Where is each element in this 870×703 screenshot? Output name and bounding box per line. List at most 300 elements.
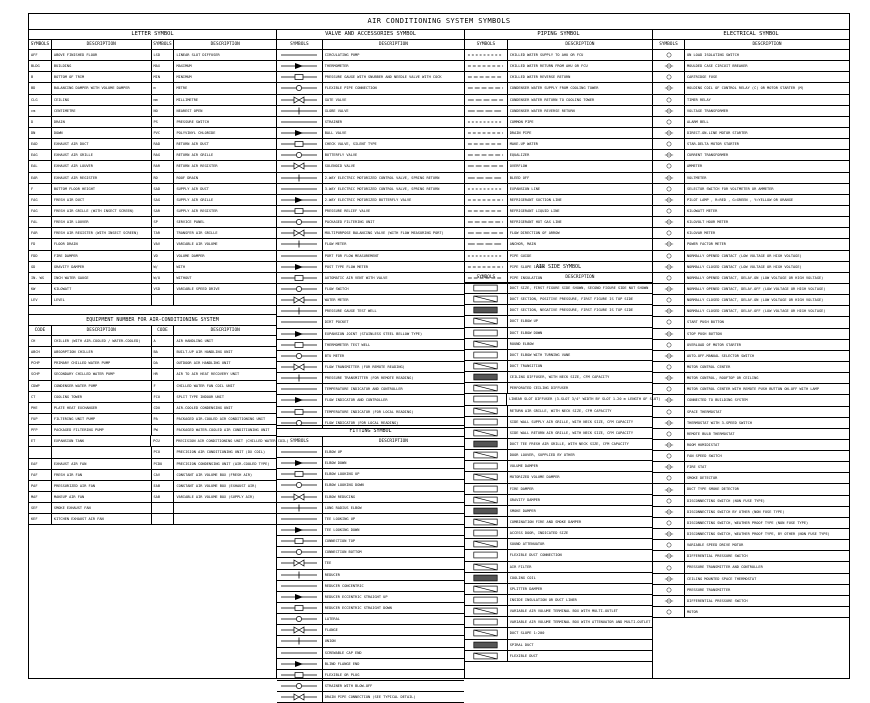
valve-description: PRESSURE GAUGE TEST WELL	[324, 309, 377, 314]
equip-description-2: AIR-COOLED CONDENSING UNIT	[176, 405, 233, 410]
symbol-drawing	[278, 96, 320, 104]
symbol-drawing	[655, 196, 683, 204]
letter-description-2: METRE	[176, 86, 188, 91]
airside-symbol	[465, 484, 508, 494]
fitting-symbol	[277, 547, 323, 557]
symbol-drawing	[466, 162, 505, 170]
table-row	[277, 139, 464, 150]
airside-symbol	[465, 372, 508, 382]
symbol-drawing	[278, 493, 320, 501]
table-row	[465, 61, 652, 72]
table-row	[653, 484, 849, 495]
table-row	[277, 72, 464, 83]
electrical-symbol	[653, 562, 685, 572]
letter-description: EXHAUST AIR REGISTER	[52, 173, 152, 183]
table-row	[277, 317, 464, 328]
symbol-drawing	[466, 107, 505, 115]
electrical-symbol	[653, 496, 685, 506]
equip-description-2: VARIABLE AIR VOLUME BOX (SUPPLY AIR)	[176, 494, 255, 499]
equip-description: KITCHEN EXHAUST AIR FAN	[52, 514, 152, 524]
valve-symbol	[277, 384, 323, 394]
table-row	[653, 551, 849, 562]
table-row	[29, 470, 276, 481]
table-row	[653, 596, 849, 607]
electrical-description: DISCONNECTING SWITCH, WEATHER PROOF TYPE (NON FUSE TYPE)	[687, 520, 809, 525]
airside-symbol	[465, 394, 507, 404]
table-row	[465, 461, 652, 472]
airside-description: SPIRAL DUCT	[509, 642, 534, 647]
equip-code-2: FCU	[152, 392, 175, 402]
symbol-drawing	[655, 552, 683, 560]
letter-description: CENTIMETRE	[52, 106, 152, 116]
electrical-description: NORMALLY CLOSED CONTACT, DELAY-ON (LOW VOLTAGE OR HIGH VOLTAGE)	[687, 298, 824, 303]
valve-symbol	[277, 184, 323, 194]
symbol-drawing	[466, 440, 505, 448]
letter-description: EXHAUST AIR GRILLE	[52, 150, 152, 160]
letter-description: BOTTOM FLOOR HEIGHT	[52, 184, 152, 194]
valve-rows	[277, 50, 464, 429]
electrical-symbol	[653, 161, 685, 171]
symbol-drawing	[278, 526, 320, 534]
symbol-drawing	[655, 352, 683, 360]
letter-code-2: PS	[152, 117, 175, 127]
table-row	[29, 117, 276, 128]
electrical-description: ROOM HUMIDISTAT	[687, 442, 720, 447]
valve-symbol	[277, 284, 323, 294]
letter-code: B	[29, 72, 52, 82]
letter-code-2	[152, 295, 175, 305]
letter-code: cm	[29, 106, 52, 116]
symbol-drawing	[466, 384, 505, 392]
symbol-drawing	[655, 252, 683, 260]
table-row	[277, 161, 464, 172]
symbol-drawing	[655, 185, 683, 193]
table-row	[277, 447, 464, 458]
symbol-drawing	[278, 129, 320, 137]
symbol-drawing	[466, 529, 505, 537]
valve-description: GLOBE VALVE	[324, 108, 349, 113]
symbol-drawing	[466, 585, 505, 593]
airside-symbol	[465, 506, 508, 516]
equip-code: PAF	[29, 481, 52, 491]
symbol-drawing	[278, 604, 320, 612]
symbol-drawing	[466, 229, 505, 237]
airside-symbol	[465, 461, 508, 471]
electrical-header	[653, 40, 849, 50]
symbol-drawing	[278, 62, 320, 70]
letter-code: CLG	[29, 95, 52, 105]
valve-symbol	[277, 262, 323, 272]
valve-symbol	[277, 217, 323, 227]
piping-description: CONDENSER WATER RETURN TO COOLING TOWER	[509, 97, 595, 102]
equip-code-2: PW	[152, 425, 175, 435]
piping-section-title: PIPING SYMBOL	[465, 29, 652, 40]
letter-description: FLOOR DRAIN	[52, 239, 152, 249]
letter-code-2: RAD	[152, 139, 175, 149]
equip-description	[52, 447, 152, 457]
equip-description: FRESH AIR FAN	[52, 470, 152, 480]
piping-description: PIPE GUIDE	[509, 253, 532, 258]
table-row	[277, 581, 464, 592]
fitting-symbol	[277, 625, 323, 635]
table-row	[29, 514, 276, 525]
valve-description: MULTIPURPOSE BALANCING VALVE (WITH FLOW MEASURING PORT)	[324, 231, 444, 236]
letter-description: EXHAUST AIR LOUVER	[52, 161, 152, 171]
table-row	[29, 206, 276, 217]
table-row	[653, 251, 849, 262]
electrical-symbol	[653, 473, 685, 483]
electrical-description: REMOTE BULB THERMOSTAT	[687, 431, 735, 436]
valve-symbol	[277, 139, 323, 149]
letter-code-2: VAV	[152, 239, 175, 249]
equip-description: EXHAUST AIR FAN	[52, 459, 152, 469]
table-row	[465, 495, 652, 506]
table-row	[277, 306, 464, 317]
letter-code-2: NO	[152, 106, 175, 116]
fitting-description: BLIND FLANGE END	[324, 661, 360, 666]
table-row	[29, 95, 276, 106]
symbol-drawing	[655, 107, 683, 115]
valve-description: AUTOMATIC AIR VENT WITH VALVE	[324, 275, 388, 280]
airside-symbol	[465, 539, 508, 549]
equip-description-2: PACKAGED WATER-COOLED AIR CONDITIONING UNIT	[176, 428, 270, 433]
electrical-symbol	[653, 139, 685, 149]
piping-description: CHILLED WATER REVERSE RETURN	[509, 75, 571, 80]
letter-description-2: VARIABLE SPEED DRIVE	[176, 286, 220, 291]
electrical-symbol	[653, 262, 685, 272]
letter-code: EAR	[29, 173, 52, 183]
electrical-symbol	[653, 150, 685, 160]
symbol-drawing	[466, 174, 505, 182]
table-row	[653, 529, 849, 540]
table-row	[465, 83, 652, 94]
table-row	[277, 195, 464, 206]
airside-symbol	[465, 316, 508, 326]
symbol-drawing	[278, 274, 320, 282]
symbol-drawing	[466, 540, 505, 548]
symbol-drawing	[655, 330, 683, 338]
symbol-drawing	[278, 318, 320, 326]
table-row	[465, 472, 652, 483]
piping-description: REFRIGERANT LIQUID LINE	[509, 208, 560, 213]
symbol-drawing	[466, 607, 505, 615]
equip-code: MAF	[29, 492, 52, 502]
table-row	[277, 514, 464, 525]
table-row	[465, 606, 652, 617]
symbol-drawing	[655, 463, 683, 471]
valve-symbol	[277, 340, 323, 350]
equip-description: COOLING TOWER	[52, 392, 152, 402]
valve-symbol	[277, 228, 323, 238]
airside-description: INSIDE INSULATION OR DUCT LINER	[509, 597, 577, 602]
symbol-drawing	[278, 396, 320, 404]
table-row	[465, 95, 652, 106]
equip-code: PCHP	[29, 358, 52, 368]
symbol-drawing	[466, 351, 505, 359]
electrical-symbol	[653, 596, 685, 606]
electrical-symbol	[653, 529, 685, 539]
table-row	[465, 651, 652, 662]
airside-symbol	[465, 573, 508, 583]
equip-code-2: CAV	[152, 470, 175, 480]
electrical-description: NORMALLY CLOSED CONTACT (LOW VOLTAGE OR HIGH VOLTAGE)	[687, 264, 802, 269]
equip-code-2: SAB	[152, 492, 175, 502]
airside-symbol	[465, 428, 508, 438]
electrical-description: DIFFERENTIAL PRESSURE SWITCH	[687, 598, 748, 603]
valve-col-description: DESCRIPTION	[378, 42, 408, 47]
airside-description: DUCT ELBOW DOWN	[509, 330, 543, 335]
electrical-description: DUCT TYPE SMOKE DETECTOR	[687, 487, 739, 492]
letter-code: FAR	[29, 228, 52, 238]
equip-code-2: F	[152, 381, 175, 391]
table-row	[465, 640, 652, 651]
letter-description-2: LINEAR SLOT DIFFUSER	[176, 53, 220, 57]
table-row	[653, 518, 849, 529]
electrical-description: KILOVAR METER	[687, 231, 716, 236]
table-row	[277, 95, 464, 106]
piping-description: DRAIN PIPE	[509, 130, 532, 135]
electrical-symbol	[653, 451, 685, 461]
letter-code: LEV	[29, 295, 52, 305]
symbol-drawing	[278, 637, 320, 645]
electrical-symbol	[653, 551, 685, 561]
valve-section-title: VALVE AND ACCESSORIES SYMBOL	[277, 29, 464, 40]
electrical-description: SELECTOR SWITCH FOR VOLTMETER OR AMMETER	[687, 186, 774, 191]
symbol-drawing	[655, 575, 683, 583]
airside-description: DOOR LOUVER, SUPPLIED BY OTHER	[509, 453, 575, 458]
symbol-drawing	[655, 564, 683, 572]
electrical-description: THERMOSTAT WITH 3-SPEED SWITCH	[687, 420, 752, 425]
valve-description: THERMOMETER TEST WELL	[324, 342, 371, 347]
equip-code: SEF	[29, 503, 52, 513]
valve-symbol	[277, 373, 323, 383]
piping-description: REFRIGERANT HOT GAS LINE	[509, 220, 562, 225]
table-row	[653, 61, 849, 72]
table-row	[29, 239, 276, 250]
piping-col-symbols: SYMBOLS	[465, 40, 508, 49]
table-row	[653, 395, 849, 406]
valve-symbol	[277, 395, 323, 405]
electrical-symbol	[653, 284, 685, 294]
table-row	[277, 117, 464, 128]
electrical-symbol	[653, 585, 685, 595]
table-row	[29, 228, 276, 239]
airside-description: DUCT SECTION, NEGATIVE PRESSURE, FIRST FIGURE IS TOP SIDE	[509, 308, 634, 313]
airside-symbol	[465, 584, 508, 594]
airside-description: PERFORATED CEILING DIFFUSER	[509, 386, 569, 391]
letter-description-2: MAXIMUM	[176, 64, 192, 69]
fitting-description: FLANGE	[324, 628, 338, 633]
table-row	[29, 492, 276, 503]
table-row	[465, 161, 652, 172]
symbol-drawing	[655, 218, 683, 226]
airside-description: SMOKE DAMPER	[509, 508, 536, 513]
symbol-drawing	[466, 485, 505, 493]
piping-description: PIPE SLOPE 1:200	[509, 264, 545, 269]
fitting-symbol	[277, 492, 323, 502]
valve-description: PRESSURE GAUGE WITH SNUBBER AND NEEDLE VALVE WITH COCK	[324, 75, 442, 80]
table-row	[465, 283, 652, 294]
airside-rows	[465, 283, 661, 662]
equip-code: PHE	[29, 403, 52, 413]
table-row	[29, 273, 276, 284]
symbol-drawing	[278, 307, 320, 315]
equip-code	[29, 447, 52, 457]
letter-description: EXHAUST AIR DUCT	[52, 139, 152, 149]
symbol-drawing	[655, 396, 683, 404]
table-row	[29, 414, 276, 425]
piping-symbol	[465, 50, 508, 60]
table-row	[277, 659, 464, 670]
airside-description: SPLITTER DAMPER	[509, 586, 543, 591]
table-row	[277, 492, 464, 503]
fitting-header	[277, 437, 464, 447]
valve-description: 2-WAY ELECTRIC MOTORIZED CONTROL VALVE, SPRING RETURN	[324, 175, 440, 180]
fitting-symbol	[277, 659, 323, 669]
table-row	[653, 473, 849, 484]
fitting-symbol	[277, 636, 323, 646]
valve-description: BTU METER	[324, 353, 345, 358]
table-row	[465, 584, 652, 595]
table-row	[465, 339, 652, 350]
table-row	[465, 117, 652, 128]
valve-description: PRESSURE TRANSMITTER (FOR REMOTE READING)	[324, 376, 414, 381]
table-row	[653, 329, 849, 340]
letter-code: BD	[29, 83, 52, 93]
valve-description: FLEXIBLE PIPE CONNECTION	[324, 86, 377, 91]
symbol-drawing	[466, 317, 505, 325]
symbol-drawing	[278, 448, 320, 456]
valve-symbol	[277, 72, 323, 82]
airside-description: LINEAR SLOT DIFFUSER (3-SLOT 3/4" WIDTH BY SLOT 1.20 m LENGTH OF SLOT)	[509, 397, 661, 402]
airside-description: FIRE DAMPER	[509, 486, 534, 491]
electrical-symbol	[653, 306, 685, 316]
equip-code: FAF	[29, 470, 52, 480]
symbol-drawing	[655, 430, 683, 438]
table-row	[653, 117, 849, 128]
electrical-symbol	[653, 228, 685, 238]
letter-code: D	[29, 117, 52, 127]
symbol-drawing	[278, 285, 320, 293]
equip-description: CHILLER (WITH AIR-COOLED / WATER-COOLED)	[52, 336, 152, 346]
electrical-symbol	[653, 184, 685, 194]
valve-symbol	[277, 317, 323, 327]
valve-symbol	[277, 83, 323, 93]
symbol-drawing	[466, 563, 505, 571]
equip-description: ABSORPTION CHILLER	[52, 347, 152, 357]
electrical-description: MOTOR CONTROL, ROOFTOP OR CEILING	[687, 376, 759, 381]
electrical-symbol	[653, 50, 685, 60]
fitting-symbol	[277, 514, 323, 524]
electrical-description: TIMER RELAY	[687, 97, 711, 102]
valve-description: CHECK VALVE, SILENT TYPE	[324, 142, 377, 147]
valve-description: BALL VALVE	[324, 130, 347, 135]
table-row	[277, 469, 464, 480]
valve-description: POST TYPE FLOW METER	[324, 264, 369, 269]
fitting-description: ELBOW UP	[324, 450, 343, 454]
table-row	[465, 439, 652, 450]
electrical-rows	[653, 50, 849, 618]
electrical-symbol	[653, 83, 685, 93]
piping-description: CHILLED WATER RETURN FROM AHU OR FCU	[509, 64, 588, 69]
symbol-drawing	[278, 352, 320, 360]
symbol-drawing	[655, 497, 683, 505]
table-row	[653, 83, 849, 94]
electrical-description: DIFFERENTIAL PRESSURE SWITCH	[687, 554, 748, 559]
symbol-drawing	[278, 626, 320, 634]
letter-description-2: MILLIMETRE	[176, 97, 199, 102]
symbol-drawing	[278, 196, 320, 204]
symbol-drawing	[278, 174, 320, 182]
equip-description: SMOKE EXHAUST FAN	[52, 503, 152, 513]
airside-description: DUCT TEE FRESH AIR GRILLE, WITH NECK SIZE, CFM CAPACITY	[509, 441, 629, 446]
piping-symbol	[465, 184, 508, 194]
table-row	[277, 536, 464, 547]
symbol-drawing	[466, 51, 505, 59]
table-row	[653, 139, 849, 150]
valve-symbol	[277, 206, 323, 216]
symbol-drawing	[278, 107, 320, 115]
equip-description-2: PRECISION CONDENSING UNIT (AIR-COOLED TYPE)	[176, 461, 270, 466]
table-row	[277, 251, 464, 262]
letter-description-2: TRANSFER AIR GRILLE	[176, 231, 218, 236]
symbol-drawing	[278, 559, 320, 567]
electrical-symbol	[653, 72, 685, 82]
valve-description: DIRT POCKET	[324, 320, 349, 325]
symbol-drawing	[655, 285, 683, 293]
symbol-drawing	[466, 140, 505, 148]
table-row	[653, 284, 849, 295]
table-row	[465, 228, 652, 239]
valve-description: BUTTERFLY VALVE	[324, 153, 358, 158]
electrical-symbol	[653, 395, 685, 405]
airside-symbol	[465, 528, 508, 538]
letter-code: DN	[29, 128, 52, 138]
symbol-drawing	[278, 615, 320, 623]
table-row	[653, 351, 849, 362]
airside-symbol	[465, 339, 508, 349]
table-row	[277, 395, 464, 406]
piping-header	[465, 40, 652, 50]
piping-description: CONDENSER WATER REVERSE RETURN	[509, 108, 575, 113]
table-row	[29, 284, 276, 295]
airside-description: VARIABLE AIR VOLUME TERMINAL BOX WITH ATTENUATOR AND MULTI-OUTLET	[509, 620, 651, 625]
symbol-drawing	[655, 151, 683, 159]
table-row	[465, 539, 652, 550]
electrical-symbol	[653, 540, 685, 550]
symbol-drawing	[278, 408, 320, 416]
valve-description: WATER METER	[324, 298, 349, 303]
table-row	[29, 436, 289, 447]
airside-description: DUCT ELBOW WITH TURNING VANE	[509, 352, 571, 357]
piping-symbol	[465, 206, 508, 216]
table-row	[29, 217, 276, 228]
symbol-drawing	[278, 151, 320, 159]
fitting-description: ELBOW LOOKING UP	[324, 472, 360, 477]
table-row	[465, 305, 652, 316]
electrical-description: DISCONNECTING SWITCH (NON FUSE TYPE)	[687, 498, 765, 503]
electrical-symbol	[653, 518, 685, 528]
piping-symbol	[465, 83, 508, 93]
table-row	[277, 61, 464, 72]
electrical-description: HOLDING COIL OF CONTROL RELAY (C) OR MOTOR STARTER (M)	[687, 86, 804, 91]
letter-description-2: SUPPLY AIR DUCT	[176, 186, 209, 191]
table-row	[277, 228, 464, 239]
piping-description: OVERFLOW	[509, 164, 528, 169]
symbol-drawing	[655, 274, 683, 282]
symbol-drawing	[655, 240, 683, 248]
table-row	[653, 451, 849, 462]
